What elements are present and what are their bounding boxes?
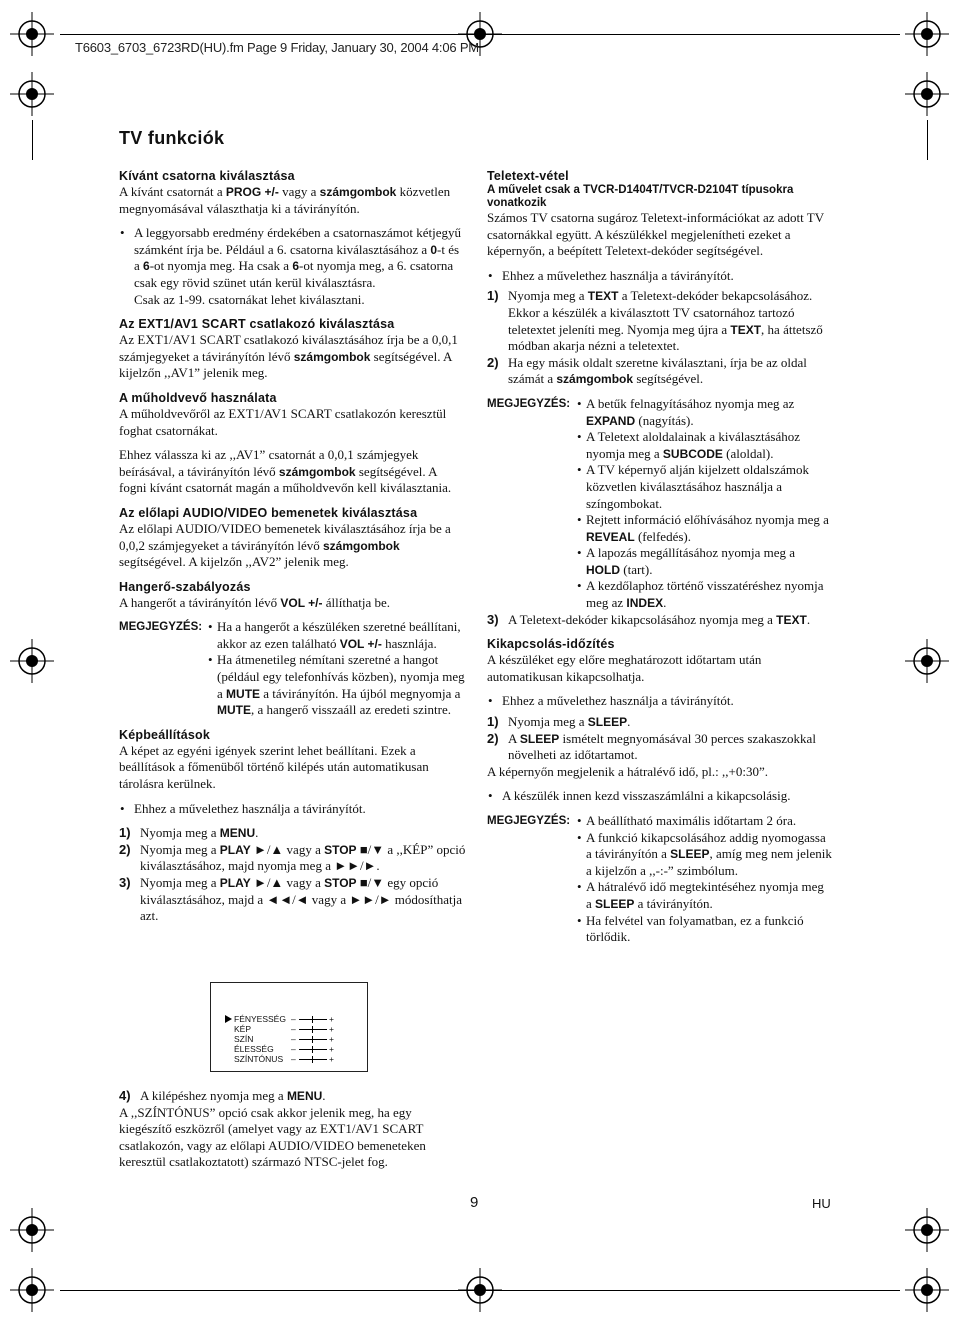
text: A Teletext aloldalainak a kiválasztásához nyomja meg a [586,429,800,461]
text: Ehhez válassza ki az ,,AV1” csatornát a 0,0,1 számjegyek beírásával, a távirányítón lévő [119,447,419,479]
text: ►/▲ vagy a [250,841,325,857]
sleep-bullet-2: • A készülék innen kezd visszaszámlálni a kikapcsolásig. [487,788,832,805]
menu-item-label: FÉNYESSÉG [234,1014,286,1024]
teletext-bullet: • Ehhez a művelethez használja a távirányítót. [487,268,832,285]
crop-line-right [927,120,928,160]
key-prog: PROG +/- [225,185,279,199]
text: Nyomja meg a [508,714,588,730]
menu-item-label: KÉP [234,1024,252,1034]
text: . [663,595,667,611]
text: -t és a [134,241,460,274]
key-index: INDEX [626,596,664,611]
teletext-model-note: A művelet csak a TVCR-D1404T/TVCR-D2104T típusokra vonatkozik [487,184,794,209]
menu-item-label: SZÍNTÓNUS [234,1054,284,1064]
menu-minus: – [291,1024,296,1034]
text: Ha átmenetileg némítani szeretné a hangot (például egy telefonhívás közben), nyomja meg a [217,652,465,701]
text: . [806,611,811,627]
teletext-step-1 [487,288,832,354]
menu-cursor-icon [225,1015,232,1023]
text: Az EXT1/AV1 SCART csatlakozó kiválasztásához írja be a 0,0,1 számjegyeket a távirányítón lévő [119,332,458,364]
key-sleep: SLEEP [595,896,635,911]
step-number: 2) [119,841,131,857]
key-play: PLAY [219,876,251,890]
teletext-paragraph: Számos TV csatorna sugároz Teletext-információkat az adott TV csatornákkal együtt. A készülékkel megjelenítheti ezeket a képernyőn, a beépített Teletext-dekóder segítségével. [487,210,824,259]
picture-step-2 [119,842,467,875]
picture-menu-illustration [210,982,368,1072]
text: , a hangerő visszaáll az eredeti szintre. [251,702,451,718]
text: (felfedés). [634,528,691,544]
menu-slider-track [299,1039,327,1040]
text: . [255,825,259,841]
step-number: 1) [487,288,499,304]
key-play: PLAY [219,842,251,857]
key-vol: VOL +/- [339,636,382,651]
text: A Teletext-dekóder kikapcsolásához nyomja meg a [508,611,777,627]
section-title-ext1: Az EXT1/AV1 SCART csatlakozó kiválasztása [119,317,395,332]
step-number: 1) [487,714,499,730]
key-sleep: SLEEP [587,715,628,730]
sleep-note-item [586,813,832,830]
sleep-note-item [586,879,832,912]
text: a Teletext-dekóder bekapcsolásához. Ekkor a készülék a kiválasztott TV csatornához tartozó teletextet jeleníti meg. Nyomja meg újra a [508,288,813,337]
note-label: MEGJEGYZÉS: [487,815,571,827]
registration-mark-right-bottom [905,1208,949,1252]
key-subcode: SUBCODE [662,446,723,461]
language-code: HU [812,1196,831,1211]
key-number-buttons: számgombok [322,538,400,553]
text: A hangerőt a távirányítón lévő [119,594,281,610]
text: ■/▼ a ,,KÉP” opció kiválasztásához, majd nyomja meg a ►►/►. [140,841,466,874]
page-title: TV funkciók [119,128,225,148]
volume-note-item [217,652,467,718]
text: ismételt megnyomásával 30 perces szakaszokkal növelheti az időtartamot. [508,730,816,763]
text: A lapozás megállításához nyomja meg a [586,545,796,561]
key-menu: MENU [219,826,256,841]
key-6: 6 [143,259,150,274]
step-number: 3) [487,611,499,627]
menu-slider-track [299,1049,327,1050]
text: A leggyorsabb eredmény érdekében a csatornaszámot kétjegyű számként írja be. Például a 6. csatorna kiválasztásához a [134,225,462,257]
text: állíthatja be. [322,594,391,610]
key-number-buttons: számgombok [278,464,356,479]
key-hold: HOLD [586,562,620,577]
registration-mark-left-bottom [10,1208,54,1252]
page-number: 9 [470,1194,479,1211]
section-title-satellite: A műholdvevő használata [119,390,277,405]
volume-note [119,619,467,719]
text: segítségével. A kijelzőn ,,AV2” jelenik meg. [119,554,349,570]
picture-bullet: • Ehhez a művelethez használja a távirányítót. [119,801,467,818]
text: hasznlája. [381,635,437,651]
ext1-paragraph [119,332,467,382]
registration-mark-right-middle [905,639,949,683]
text: A funkció kikapcsolásához addig nyomogassa a távirányítón a [586,829,826,862]
key-stop: STOP [324,842,357,857]
text: A [508,730,520,746]
key-reveal: REVEAL [586,529,635,544]
teletext-note-item [586,429,832,462]
registration-mark-left-middle [10,639,54,683]
text: -ot nyomja meg. Ha csak a [149,258,293,274]
sleep-bullet: • Ehhez a művelethez használja a távirányítót. [487,693,832,710]
text: . [322,1088,326,1103]
menu-slider-tick [312,1016,313,1023]
menu-slider-tick [312,1056,313,1063]
teletext-step-2 [487,355,832,388]
section-title-channel-select: Kívánt csatorna kiválasztása [119,169,295,183]
registration-mark-right-top [905,72,949,116]
teletext-note-item [586,512,832,545]
menu-row-picture [211,1024,367,1034]
sleep-remaining-paragraph: A képernyőn megjelenik a hátralévő idő, pl.: ,,+0:30”. [487,763,768,779]
text: Ha felvétel van folyamatban, ez a funkció törlődik. [586,912,804,945]
section-title-front-av: Az előlapi AUDIO/VIDEO bemenetek kiválasztása [119,505,418,520]
text: A kezdőlaphoz történő visszatéréshez nyomja meg az [586,578,824,611]
teletext-note [487,396,832,612]
menu-slider-tick [312,1046,313,1053]
text: Az előlapi AUDIO/VIDEO bemenetek kiválasztásához írja be a 0,0,2 számjegyeket a távirányítón lévő [119,520,451,553]
text: A TV képernyő alján kijelzett oldalszámok közvetlen kiválasztásához használja a színgombokat. [586,462,809,511]
right-column [487,168,832,946]
picture-paragraph: A képet az egyéni igények szerint lehet beállítani. Ezek a beállítások a főmenüből történő kilépés után automatikusan tárolásra kerülnek. [119,742,429,792]
menu-slider-tick [312,1036,313,1043]
menu-slider-tick [312,1026,313,1033]
text: A beállítható maximális időtartam 2 óra. [586,813,797,828]
satellite-paragraph-1: A műholdvevőről az EXT1/AV1 SCART csatlakozón keresztül foghat csatornákat. [119,405,447,438]
teletext-note-item [586,545,832,578]
key-6: 6 [292,259,299,274]
menu-plus: + [329,1014,334,1024]
menu-minus: – [291,1034,296,1044]
text: A betűk felnagyításához nyomja meg az [586,395,795,411]
key-expand: EXPAND [586,413,636,428]
step-number: 4) [119,1088,131,1103]
menu-row-tint [211,1054,367,1064]
text: Ha a hangerőt a készüléken szeretné beállítani, akkor az ezen található [217,619,461,651]
menu-slider-track [299,1019,327,1020]
picture-step-1 [119,825,467,842]
volume-paragraph [119,595,467,612]
text: (tart). [620,561,653,577]
registration-mark-left-top [10,72,54,116]
text: segítségével. A kijelzőn ,,AV1” jelenik meg. [119,348,452,381]
key-sleep: SLEEP [670,847,710,862]
text: a távirányítón. [634,895,713,911]
picture-step-3 [119,875,467,925]
step-number: 1) [119,825,131,841]
key-number-buttons: számgombok [319,185,397,199]
menu-item-label: SZÍN [234,1034,254,1044]
text: (aloldal). [722,445,774,461]
registration-mark-top-left [10,12,54,56]
channel-select-paragraph [119,184,467,217]
text: , ha áttetsző módban akarja nézni a teletextet. [508,321,823,354]
sleep-step-1 [487,714,832,731]
crop-line-bottom [60,1290,900,1291]
menu-row-brightness [211,1014,367,1024]
menu-slider-track [299,1059,327,1060]
sleep-note [487,813,832,946]
menu-row-sharpness [211,1044,367,1054]
sleep-step-2 [487,731,832,764]
section-title-sleep-timer: Kikapcsolás-időzítés [487,637,615,652]
teletext-step-3 [487,612,832,629]
text: Rejtett információ előhívásához nyomja meg a [586,512,829,528]
text: A kívánt csatornát a [119,184,226,199]
text: Nyomja meg a [508,288,588,304]
key-text: TEXT [776,612,807,627]
menu-slider-track [299,1029,327,1030]
text: Ha egy másik oldalt szeretne kiválasztani, írja be az oldal számát a [508,354,807,387]
section-title-picture: Képbeállítások [119,727,211,742]
front-av-paragraph [119,521,467,571]
registration-mark-bottom-right [905,1268,949,1312]
key-number-buttons: számgombok [293,349,371,364]
menu-minus: – [291,1054,296,1064]
text: a távirányítón. Ha újból megnyomja a [260,685,461,701]
note-label: MEGJEGYZÉS: [487,397,571,410]
text: -ot nyomja meg, a 6. csatorna csak egy rövid szünet után kerül kiválasztásra. [134,258,454,290]
key-vol: VOL +/- [280,595,323,610]
text: Nyomja meg a [140,825,220,841]
tint-paragraph: A ,,SZÍNTÓNUS” opció csak akkor jelenik meg, ha egy kiegészítő eszközről (amelyet vagy az EXT1/AV1 SCART csatlakozón, vagy az előlapi AUDIO/VIDEO bemeneteken keresztül csatlakoztatott) származó NTSC-jelet fog. [119,1104,426,1170]
key-text: TEXT [587,289,619,304]
text: vagy a [278,184,320,199]
step-number: 2) [487,730,499,746]
teletext-note-item [586,462,832,512]
text: közvetlen megnyomásával választhatja ki a távirányítón. [119,184,451,216]
volume-note-item [217,619,467,652]
channel-range-note: Csak az 1-99. csatornákat lehet kiválasztani. [134,291,365,307]
step-number: 2) [487,354,499,370]
crop-line-left [32,120,33,160]
text: segítségével. [633,371,704,387]
text: ►/▲ vagy a [250,875,325,890]
key-number-buttons: számgombok [556,372,634,387]
note-label: MEGJEGYZÉS: [119,621,203,634]
teletext-note-item [586,578,832,611]
sleep-note-item [586,830,832,880]
text: , amíg meg nem jelenik a kijelzőn a ,,-:-” szimbólum. [586,846,832,878]
section-title-teletext: Teletext-vétel [487,169,569,183]
menu-row-color [211,1034,367,1044]
picture-step-4 [119,1088,467,1105]
key-text: TEXT [730,322,762,337]
step-number: 3) [119,875,131,890]
left-column [119,168,467,925]
menu-plus: + [329,1034,334,1044]
sleep-note-item [586,913,832,946]
menu-minus: – [291,1044,296,1054]
menu-item-label: ÉLESSÉG [234,1044,274,1054]
menu-plus: + [329,1044,334,1054]
crop-line-top [60,34,900,35]
text: ■/▼ egy opció kiválasztásához, majd a ◄◄/◄ vagy a ►►/► módosíthatja azt. [140,875,462,924]
text: A kilépéshez nyomja meg a [140,1088,287,1103]
satellite-paragraph-2 [119,447,467,497]
menu-plus: + [329,1024,334,1034]
key-stop: STOP [324,876,357,890]
text: (nagyítás). [635,412,694,428]
text: A hátralévő idő megtekintéséhez nyomja meg a [586,879,824,911]
text: segítségével. A fogni kívánt csatornát magán a műholdvevőn kell kiválasztania. [119,463,452,496]
text: Nyomja meg a [140,875,220,890]
key-mute: MUTE [217,703,251,718]
registration-mark-top-right [905,12,949,56]
menu-plus: + [329,1054,334,1064]
text: Nyomja meg a [140,841,220,857]
channel-select-bullet [119,225,467,308]
menu-minus: – [291,1014,296,1024]
registration-mark-bottom-left [10,1268,54,1312]
key-menu: MENU [286,1089,323,1103]
sleep-paragraph: A készüléket egy előre meghatározott időtartam után automatikusan kikapcsolhatja. [487,652,762,684]
key-0: 0 [430,242,438,257]
key-sleep: SLEEP [519,731,560,746]
file-header: T6603_6703_6723RD(HU).fm Page 9 Friday, January 30, 2004 4:06 PM [75,40,479,55]
section-title-volume: Hangerő-szabályozás [119,579,251,594]
teletext-note-item [586,396,832,429]
key-mute: MUTE [226,686,261,701]
picture-after-menu [119,1088,467,1171]
text: . [627,714,631,730]
